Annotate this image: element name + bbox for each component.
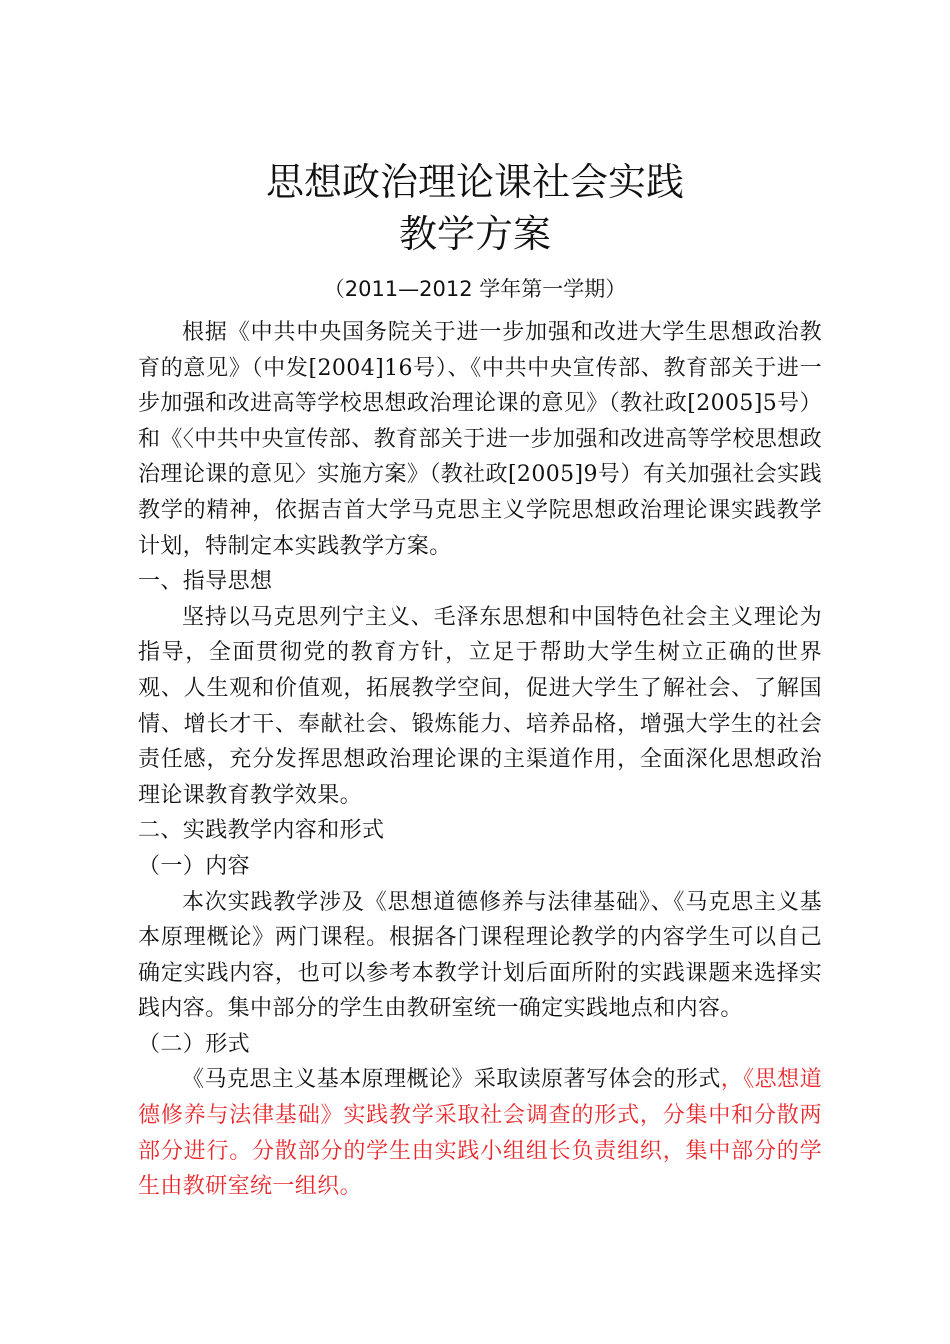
subsection2-heading: （二）形式 [138,1031,251,1057]
document-title-line1: 思想政治理论课社会实践 [265,160,684,204]
subsection2-text-black: 《马克思主义基本原理概论》采取读原著写体会的形式 [182,1067,721,1093]
section1-heading: 一、指导思想 [138,569,273,595]
section2-heading: 二、实践教学内容和形式 [138,818,385,844]
subsection2-text-red: ，《思想道德修养与法律基础》实践教学采取社会调查的形式，分集中和分散两部分进行。分散部分的学生由实践小组组长负责组织，集中部分的学生由教研室统一组织。 [138,1067,822,1200]
document-subtitle: （2011—2012 学年第一学期） [323,277,627,301]
subsection1-paragraph: 本次实践教学涉及《思想道德修养与法律基础》、《马克思主义基本原理概论》两门课程。根据各门课程理论教学的内容学生可以自己确定实践内容，也可以参考本教学计划后面所附的实践课题来选择实践内容。集中部分的学生由教研室统一确定实践地点和内容。 [138,889,822,1022]
section1-paragraph: 坚持以马克思列宁主义、毛泽东思想和中国特色社会主义理论为指导，全面贯彻党的教育方针，立足于帮助大学生树立正确的世界观、人生观和价值观，拓展教学空间，促进大学生了解社会、了解国情、增长才干、奉献社会、锻炼能力、培养品格，增强大学生的社会责任感，充分发挥思想政治理论课的主渠道作用，全面深化思想政治理论课教育教学效果。 [138,604,822,808]
document-title-line2: 教学方案 [398,212,551,256]
subsection1-heading: （一）内容 [138,853,251,879]
intro-paragraph: 根据《中共中央国务院关于进一步加强和改进大学生思想政治教育的意见》（中发[2004]16号）、《中共中央宣传部、教育部关于进一步加强和改进高等学校思想政治理论课的意见》（教社政[2005]5号）和《〈中共中央宣传部、教育部关于进一步加强和改进高等学校思想政治理论课的意见〉实施方案》（教社政[2005]9号）有关加强社会实践教学的精神，依据吉首大学马克思主义学院思想政治理论课实践教学计划，特制定本实践教学方案。 [138,320,822,559]
subsection2-paragraph [138,1062,822,1204]
document-body [138,315,822,1205]
